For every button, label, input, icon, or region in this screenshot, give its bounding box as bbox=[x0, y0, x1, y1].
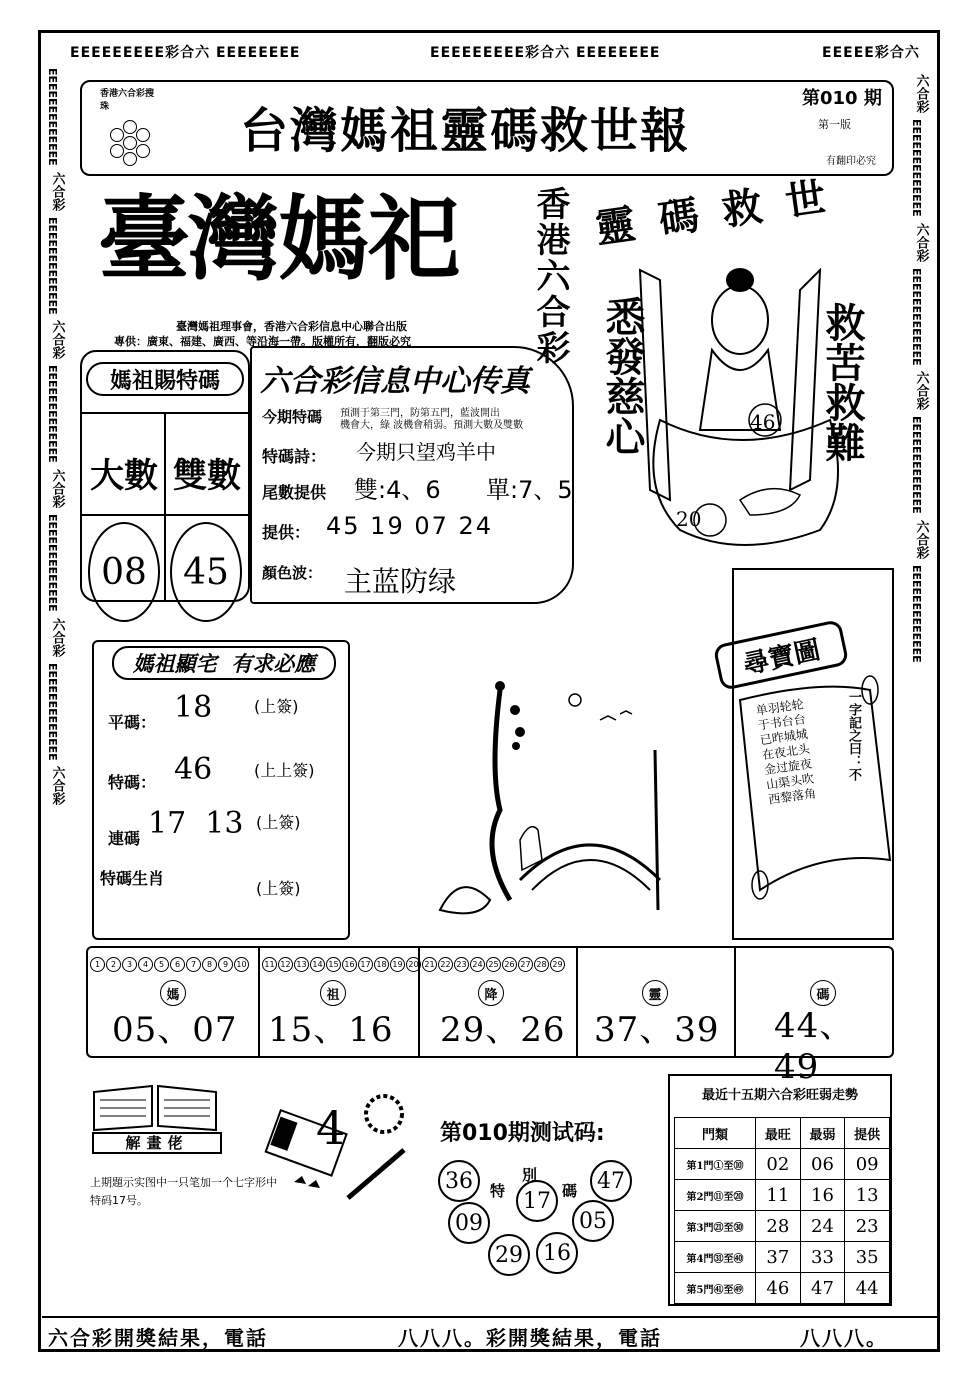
side-label: 六合彩 bbox=[913, 222, 929, 262]
top-strip-left: ЕЕЕЕЕЕЕЕЕ彩合六 ЕЕЕЕЕЕЕЕ bbox=[70, 45, 301, 61]
side-label: 六合彩 bbox=[49, 320, 65, 360]
cell-pair: 15、16 bbox=[268, 1010, 394, 1050]
test-code-heading: 第010期测试码: bbox=[440, 1121, 605, 1146]
number-cell bbox=[88, 948, 260, 1056]
cell-pair: 05、07 bbox=[112, 1010, 238, 1050]
fax-special-desc-1: 預測于第三門，防第五門，藍波開出 bbox=[340, 408, 500, 419]
treasure-poem-line: 在夜北头 bbox=[761, 741, 811, 763]
landscape-drawing-icon bbox=[420, 670, 700, 930]
footer-left: 六合彩開獎結果，電話 bbox=[48, 1326, 268, 1350]
trend-row-min: 24 bbox=[800, 1211, 845, 1242]
trend-row-max: 28 bbox=[756, 1211, 801, 1242]
test-center-2: 別 bbox=[522, 1166, 538, 1184]
range-num: 16 bbox=[342, 957, 357, 972]
revelation-heading: 媽祖顯宅 有求必應 bbox=[112, 646, 336, 680]
range-num: 23 bbox=[454, 957, 469, 972]
fax-tail-odd: 單:7、5 bbox=[486, 476, 573, 504]
trend-header: 最旺 bbox=[756, 1118, 801, 1149]
trend-row-min: 47 bbox=[800, 1273, 845, 1304]
test-center-1: 特 bbox=[490, 1182, 506, 1200]
number-cell bbox=[736, 948, 892, 1087]
special-code-heading: 媽祖賜特碼 bbox=[86, 362, 244, 396]
range-num: 11 bbox=[262, 957, 277, 972]
treasure-side-text: 一字記之曰：不 bbox=[846, 690, 861, 781]
goddess-num-1: 46 bbox=[750, 410, 776, 434]
side-label: 六合彩 bbox=[49, 766, 65, 806]
cell-pair: 37、39 bbox=[594, 1010, 720, 1050]
paper-title: 台灣媽祖靈碼救世報 bbox=[240, 103, 691, 159]
top-strip-middle: ЕЕЕЕЕЕЕЕЕ彩合六 ЕЕЕЕЕЕЕЕ bbox=[430, 45, 661, 61]
range-row bbox=[262, 952, 422, 972]
side-label: 六合彩 bbox=[913, 520, 929, 560]
number-cell bbox=[420, 948, 578, 1056]
trend-row-give: 23 bbox=[845, 1211, 890, 1242]
trend-row bbox=[675, 1211, 890, 1242]
trend-header-row bbox=[675, 1118, 890, 1149]
side-glyph: ЕЕЕЕЕЕЕЕЕЕЕЕЕ bbox=[46, 514, 59, 612]
number-cell bbox=[260, 948, 420, 1056]
treasure-poem-line: 单羽轮轮 bbox=[754, 697, 805, 718]
trend-header: 門類 bbox=[675, 1118, 756, 1149]
fax-color: 主蓝防绿 bbox=[344, 565, 457, 598]
side-label: 六合彩 bbox=[913, 74, 929, 113]
issue-number: 第010 期 bbox=[802, 88, 882, 109]
side-glyph: ЕЕЕЕЕЕЕЕЕЕЕЕЕ bbox=[46, 662, 59, 761]
rev-row3-label: 連碼 bbox=[108, 829, 141, 848]
footer-right: 八八八。 bbox=[800, 1326, 888, 1350]
cell-pair: 29、26 bbox=[440, 1010, 566, 1050]
trend-row-give: 35 bbox=[845, 1242, 890, 1273]
range-row bbox=[422, 952, 566, 972]
trend-row-max: 46 bbox=[756, 1273, 801, 1304]
rev-row1-note: (上簽) bbox=[254, 697, 299, 716]
trend-row bbox=[675, 1242, 890, 1273]
range-num: 14 bbox=[310, 957, 325, 972]
treasure-heading: 尋寶圖 bbox=[713, 619, 850, 691]
trend-row bbox=[675, 1180, 890, 1211]
cell-pair: 44、49 bbox=[774, 1006, 855, 1087]
book-icon bbox=[90, 1080, 220, 1132]
range-num: 5 bbox=[154, 957, 169, 972]
range-num: 25 bbox=[486, 957, 501, 972]
cell-tag: 媽 bbox=[160, 980, 186, 1006]
cell-tag: 降 bbox=[478, 980, 504, 1006]
test-ball: 09 bbox=[448, 1202, 490, 1244]
range-num: 22 bbox=[438, 957, 453, 972]
fax-poem: 今期只望鸡羊中 bbox=[356, 440, 496, 464]
fax-tail-label: 尾數提供 bbox=[262, 483, 327, 502]
trend-row-max: 37 bbox=[756, 1242, 801, 1273]
trend-title: 最近十五期六合彩旺弱走勢 bbox=[701, 1088, 858, 1103]
fax-color-label: 顏色波： bbox=[262, 564, 323, 582]
special-num-1: 08 bbox=[88, 522, 160, 622]
range-num: 24 bbox=[470, 957, 485, 972]
treasure-poem-line: 于书台台 bbox=[757, 712, 807, 733]
riddle-text-1: 上期題示实图中一只笔加一个七字形中 bbox=[90, 1176, 277, 1189]
trend-row bbox=[675, 1149, 890, 1180]
treasure-poem-line: 金过旋夜 bbox=[763, 756, 813, 778]
fax-heading: 六合彩信息中心传真 bbox=[260, 364, 530, 399]
range-num: 4 bbox=[138, 957, 153, 972]
range-num: 12 bbox=[278, 957, 293, 972]
trend-row-min: 33 bbox=[800, 1242, 845, 1273]
trend-row-min: 16 bbox=[800, 1180, 845, 1211]
trend-row-name: 第1門①至⑩ bbox=[675, 1149, 756, 1180]
svg-text:4: 4 bbox=[316, 1101, 346, 1155]
fax-tail-even: 雙:4、6 bbox=[354, 476, 441, 504]
cell-tag: 祖 bbox=[320, 980, 346, 1006]
rev-row2-note: (上上簽) bbox=[254, 761, 315, 780]
treasure-poem-line: 山渠头吹 bbox=[765, 771, 815, 792]
fax-special-desc-2: 機會大，綠 波機會稍弱。預測大數及雙數 bbox=[340, 420, 524, 431]
test-ball: 29 bbox=[488, 1234, 530, 1276]
fax-provide-label: 提供： bbox=[262, 523, 311, 542]
number-row bbox=[86, 946, 894, 1087]
side-glyph: ЕЕЕЕЕЕЕЕЕЕЕЕЕ bbox=[910, 267, 923, 366]
rev-row1-label: 平碼： bbox=[108, 713, 157, 732]
left-side-column bbox=[44, 68, 70, 811]
goddess-num-2: 20 bbox=[676, 507, 702, 531]
rev-row4-note: (上簽) bbox=[256, 879, 301, 898]
rev-row3-note: (上簽) bbox=[256, 813, 301, 832]
range-num: 29 bbox=[550, 957, 565, 972]
range-num: 20 bbox=[406, 957, 421, 972]
trend-header: 提供 bbox=[845, 1118, 890, 1149]
pen-and-gear-icon bbox=[264, 1090, 424, 1210]
side-glyph: ЕЕЕЕЕЕЕЕЕЕЕЕЕ bbox=[46, 216, 59, 315]
attr-even: 雙數 bbox=[173, 456, 241, 496]
trend-row-name: 第4門㉛至㊵ bbox=[675, 1242, 756, 1273]
range-row bbox=[90, 952, 250, 972]
trend-row-give: 44 bbox=[845, 1273, 890, 1304]
test-ball: 47 bbox=[590, 1160, 632, 1202]
treasure-poem-line: 已昨城城 bbox=[759, 726, 809, 748]
trend-row-min: 06 bbox=[800, 1149, 845, 1180]
test-center-3: 碼 bbox=[562, 1182, 578, 1200]
rev-row1-value: 18 bbox=[174, 690, 213, 725]
number-cell bbox=[578, 948, 736, 1056]
trend-row-name: 第5門㊶至㊾ bbox=[675, 1273, 756, 1304]
trend-row-name: 第3門㉑至㉚ bbox=[675, 1211, 756, 1242]
top-strip-right: ЕЕЕЕЕ彩合六 bbox=[822, 45, 920, 61]
attr-big: 大數 bbox=[90, 456, 158, 496]
riddle-text-2: 特码17号。 bbox=[90, 1194, 148, 1207]
big-title: 臺灣媽祀 bbox=[98, 186, 459, 293]
rev-row2-value: 46 bbox=[174, 752, 213, 787]
trend-table bbox=[668, 1074, 892, 1306]
side-glyph: ЕЕЕЕЕЕЕЕЕЕЕЕЕ bbox=[46, 68, 59, 166]
side-glyph: ЕЕЕЕЕЕЕЕЕЕЕЕЕ bbox=[910, 565, 923, 663]
test-ball: 17 bbox=[516, 1180, 558, 1222]
vertical-title: 香港六合彩 bbox=[530, 186, 570, 366]
flower-icon bbox=[108, 120, 152, 164]
trend-row-give: 09 bbox=[845, 1149, 890, 1180]
range-num: 7 bbox=[186, 957, 201, 972]
fax-provide: 45 19 07 24 bbox=[326, 512, 494, 540]
range-num: 1 bbox=[90, 957, 105, 972]
trend-row-name: 第2門⑪至⑳ bbox=[675, 1180, 756, 1211]
cell-tag: 碼 bbox=[810, 980, 836, 1006]
rev-row2-label: 特碼： bbox=[108, 773, 157, 792]
side-glyph: ЕЕЕЕЕЕЕЕЕЕЕЕЕ bbox=[46, 365, 59, 464]
publisher-line-2: 專供：廣東、福建、廣西、等沿海一帶。版權所有，翻版必究 bbox=[114, 335, 411, 348]
logo bbox=[86, 86, 154, 166]
range-num: 18 bbox=[374, 957, 389, 972]
test-ball: 36 bbox=[438, 1160, 480, 1202]
range-num: 21 bbox=[422, 957, 437, 972]
range-num: 8 bbox=[202, 957, 217, 972]
treasure-poem-line: 西黎落角 bbox=[767, 786, 817, 807]
right-side-column bbox=[908, 68, 934, 663]
publisher-line-1: 臺灣媽祖理事會，香港六合彩信息中心聯合出版 bbox=[176, 320, 407, 333]
cell-tag: 靈 bbox=[642, 980, 668, 1006]
trend-row-max: 11 bbox=[756, 1180, 801, 1211]
side-glyph: ЕЕЕЕЕЕЕЕЕЕЕЕЕ bbox=[910, 416, 923, 515]
range-num: 6 bbox=[170, 957, 185, 972]
range-num: 2 bbox=[106, 957, 121, 972]
range-num: 9 bbox=[218, 957, 233, 972]
trend-header: 最弱 bbox=[800, 1118, 845, 1149]
range-num: 28 bbox=[534, 957, 549, 972]
range-num: 26 bbox=[502, 957, 517, 972]
footer-divider bbox=[42, 1316, 938, 1318]
special-num-2: 45 bbox=[170, 522, 242, 622]
trend-row bbox=[675, 1273, 890, 1304]
edition: 第一版 bbox=[818, 118, 851, 131]
fax-special-label: 今期特碼 bbox=[262, 408, 323, 426]
side-label: 六合彩 bbox=[49, 171, 65, 211]
range-num: 15 bbox=[326, 957, 341, 972]
side-label: 六合彩 bbox=[49, 469, 65, 509]
trend-row-max: 02 bbox=[756, 1149, 801, 1180]
test-ball: 16 bbox=[536, 1232, 578, 1274]
range-num: 13 bbox=[294, 957, 309, 972]
test-code-balls bbox=[430, 1160, 640, 1290]
goddess-arc-text: 靈碼救世 bbox=[592, 171, 853, 253]
range-num: 27 bbox=[518, 957, 533, 972]
range-num: 17 bbox=[358, 957, 373, 972]
logo-text: 香港六合彩搜珠 bbox=[100, 89, 155, 112]
range-num: 10 bbox=[234, 957, 249, 972]
riddle-heading: 解畫佬 bbox=[92, 1132, 222, 1154]
side-label: 六合彩 bbox=[913, 371, 929, 411]
range-num: 3 bbox=[122, 957, 137, 972]
goddess-right-vertical: 救苦救難 bbox=[819, 302, 865, 462]
goddess-left-vertical: 悉發慈心 bbox=[599, 296, 645, 456]
rev-row4-label: 特碼生肖 bbox=[100, 869, 165, 888]
test-ball: 05 bbox=[572, 1200, 614, 1242]
divider bbox=[164, 412, 166, 600]
footer-mid: 八八八。彩開獎結果，電話 bbox=[398, 1326, 662, 1350]
trend-row-give: 13 bbox=[845, 1180, 890, 1211]
copyright: 有翻印必究 bbox=[826, 156, 876, 167]
side-glyph: ЕЕЕЕЕЕЕЕЕЕЕЕЕ bbox=[910, 119, 923, 217]
fax-poem-label: 特碼詩： bbox=[262, 447, 327, 466]
goddess-illustration bbox=[580, 170, 890, 560]
range-num: 19 bbox=[390, 957, 405, 972]
side-label: 六合彩 bbox=[49, 617, 65, 657]
rev-row3-value: 17 13 bbox=[148, 806, 244, 841]
